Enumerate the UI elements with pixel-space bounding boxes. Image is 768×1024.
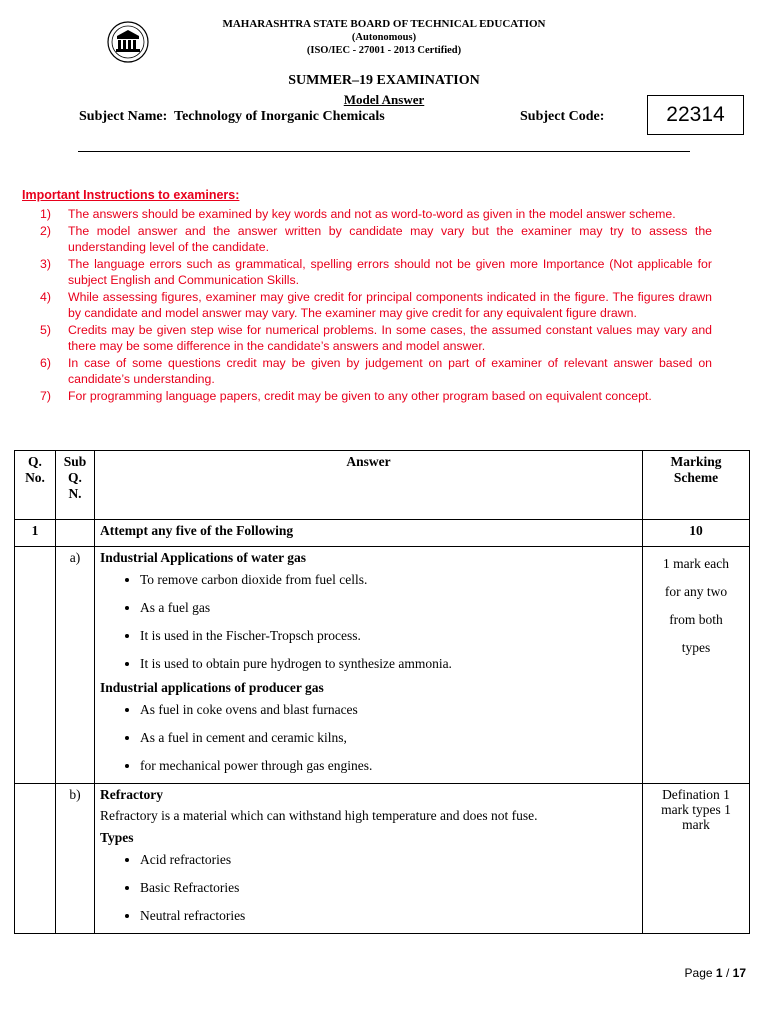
instruction-item [40, 388, 712, 405]
header-subq: Sub Q. N. [56, 451, 95, 520]
question-text: Attempt any five of the Following [95, 520, 643, 547]
subject-name-value: Technology of Inorganic Chemicals [174, 109, 385, 124]
instructions-list [40, 206, 712, 404]
marking-line: Defination 1 [662, 787, 730, 802]
subject-name-label: Subject Name: [79, 109, 168, 124]
page-separator: / [725, 966, 730, 980]
page-footer [685, 966, 746, 980]
marking-cell [643, 547, 750, 784]
header-divider [78, 151, 690, 152]
marking-cell [643, 784, 750, 934]
list-item: • Neutral refractories [140, 902, 637, 930]
instruction-text: The model answer and the answer written by candidate may vary but the examiner may try to assess the understanding level of the candidate. [68, 223, 712, 254]
instruction-text: While assessing figures, examiner may give credit for principal components indicated in the figure. The figures drawn by candidate and model answer may vary. The examiner may give credit for any equivalent figure drawn. [68, 289, 712, 320]
subq-label: b) [56, 784, 95, 934]
instruction-item [40, 355, 712, 388]
list-item: • As a fuel gas [140, 594, 637, 622]
instruction-num: 6) [40, 355, 51, 370]
marking-line: 1 mark each [663, 556, 729, 571]
answer-table [14, 450, 750, 934]
instruction-num: 5) [40, 322, 51, 337]
answer-list [100, 846, 637, 930]
page-total: 17 [732, 966, 746, 980]
exam-title: SUMMER–19 EXAMINATION [288, 73, 480, 88]
list-item: • As fuel in coke ovens and blast furnaces [140, 696, 637, 724]
instruction-num: 4) [40, 289, 51, 304]
instruction-text: In case of some questions credit may be given by judgement on part of examiner of relevant answer based on candidate’s understanding. [68, 355, 712, 386]
table-row [15, 784, 750, 934]
list-item: • Acid refractories [140, 846, 637, 874]
qno-empty [15, 784, 56, 934]
answer-heading: Refractory [100, 787, 163, 802]
instruction-item [40, 223, 712, 256]
answer-cell [95, 784, 643, 934]
instruction-num: 2) [40, 223, 51, 238]
marking-line: for any two [664, 584, 728, 599]
list-item: • To remove carbon dioxide from fuel cells. [140, 566, 637, 594]
list-item: • Basic Refractories [140, 874, 637, 902]
board-autonomous: (Autonomous) [351, 32, 417, 43]
list-item: • for mechanical power through gas engines. [140, 752, 637, 780]
instruction-item [40, 289, 712, 322]
instruction-num: 1) [40, 207, 51, 221]
subq-label: a) [56, 547, 95, 784]
table-row [15, 547, 750, 784]
answer-list [100, 566, 637, 678]
instruction-num: 3) [40, 256, 51, 271]
instruction-item [40, 322, 712, 355]
board-name: MAHARASHTRA STATE BOARD OF TECHNICAL EDUCATION [222, 18, 546, 30]
list-item: • As a fuel in cement and ceramic kilns, [140, 724, 637, 752]
question-marks: 10 [643, 520, 750, 547]
list-item: • It is used to obtain pure hydrogen to synthesize ammonia. [140, 650, 637, 678]
instruction-text: The answers should be examined by key words and not as word-to-word as given in the model answer scheme. [68, 207, 676, 221]
marking-line: types [681, 640, 711, 655]
instruction-item [40, 206, 712, 223]
answer-cell [95, 547, 643, 784]
answer-subheading: Types [100, 830, 134, 845]
subject-code-box: 22314 [647, 95, 744, 135]
instruction-text: The language errors such as grammatical, spelling errors should not be given more Importance (Not applicable for subject English and Communication Skills. [68, 256, 712, 287]
answer-heading: Industrial applications of producer gas [100, 680, 324, 695]
instruction-text: For programming language papers, credit may be given to any other program based on equivalent concept. [68, 388, 652, 403]
model-answer-title: Model Answer [343, 92, 425, 107]
instructions-heading: Important Instructions to examiners: [22, 188, 240, 202]
table-header-row [15, 451, 750, 520]
header-answer: Answer [95, 451, 643, 520]
subject-name [79, 109, 385, 125]
marking-line: from both [669, 612, 723, 627]
answer-list [100, 696, 637, 780]
question-number: 1 [15, 520, 56, 547]
answer-definition: Refractory is a material which can withstand high temperature and does not fuse. [100, 808, 538, 823]
page-label: Page [684, 966, 713, 980]
board-certification: (ISO/IEC - 27001 - 2013 Certified) [306, 45, 462, 56]
marking-line: mark [682, 817, 710, 832]
page-number: 1 [715, 966, 723, 980]
answer-heading: Industrial Applications of water gas [100, 550, 307, 565]
table-row [15, 520, 750, 547]
subject-code-label: Subject Code: [520, 109, 605, 124]
header-qno: Q. No. [15, 451, 56, 520]
marking-line: mark types 1 [661, 802, 731, 817]
qno-empty [15, 547, 56, 784]
subq-empty [56, 520, 95, 547]
header-marking: Marking Scheme [643, 451, 750, 520]
list-item: • It is used in the Fischer-Tropsch process. [140, 622, 637, 650]
instruction-num: 7) [40, 388, 51, 403]
instruction-text: Credits may be given step wise for numerical problems. In some cases, the assumed constant values may vary and there may be some difference in the candidate’s answers and model answer. [68, 322, 712, 353]
instruction-item [40, 256, 712, 289]
